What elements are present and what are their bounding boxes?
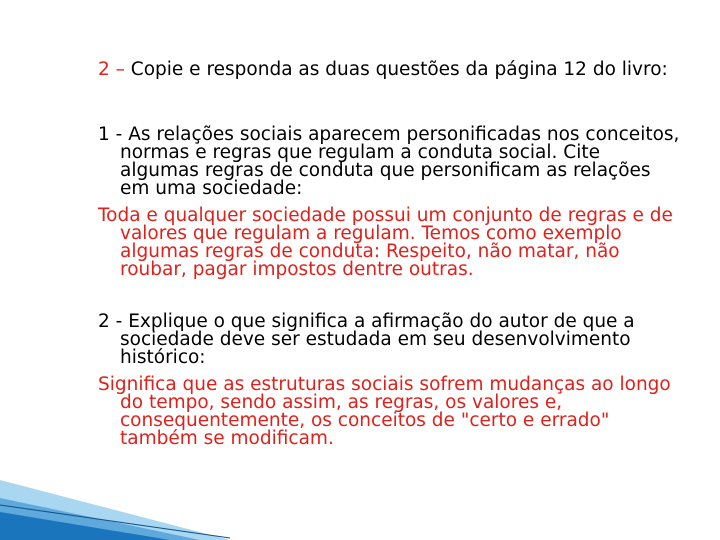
- question-1: 1 - As relações sociais aparecem personificadas nos conceitos, normas e regras que regulam a conduta social. Cite algumas regras de conduta que personificam as relações em uma sociedade:: [98, 124, 680, 199]
- instruction-text: Copie e responda as duas questões da página 12 do livro:: [130, 59, 668, 80]
- answer-1: Toda e qualquer sociedade possui um conjunto de regras e de valores que regulam a regulam. Temos como exemplo algumas regras de conduta: Respeito, não matar, não roubar, pagar impostos dentre outras.: [98, 205, 673, 280]
- instruction-paragraph: [98, 61, 680, 79]
- instruction-number: 2 –: [98, 59, 125, 80]
- corner-wave-decoration: [0, 450, 230, 540]
- question-2: 2 - Explique o que significa a afirmação do autor de que a sociedade deve ser estudada em seu desenvolvimento histórico:: [98, 311, 635, 368]
- answer-2: Significa que as estruturas sociais sofrem mudanças ao longo do tempo, sendo assim, as regras, os valores e, consequentemente, os conceitos de "certo e errado" também se modificam.: [98, 374, 671, 449]
